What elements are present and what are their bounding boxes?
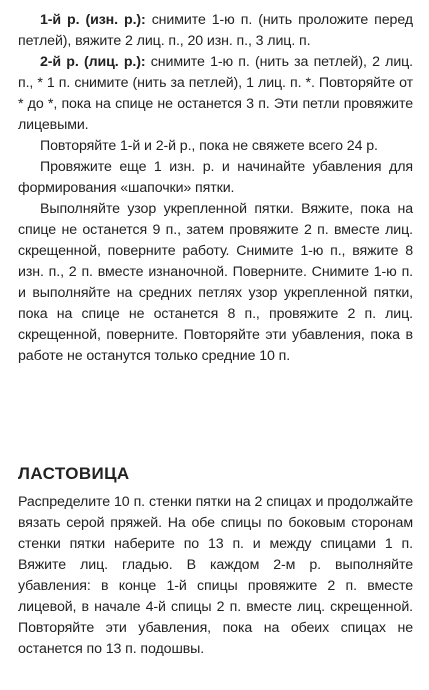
repeat-instruction: Повторяйте 1-й и 2-й р., пока не свяжете всего 24 р. [40, 138, 378, 154]
row-1-label: 1-й р. (изн. р.): [40, 12, 146, 28]
heel-flap-section [18, 10, 413, 367]
row-1-instruction [18, 10, 413, 52]
row-2-instruction [18, 52, 413, 136]
purl-row-instruction: Провяжите еще 1 изн. р. и начинайте убавления для формирования «шапочки» пятки. [18, 159, 413, 196]
row-1-text: снимите 1-ю п. (нить проложите перед петлей), вяжите 2 лиц. п., 20 изн. п., 3 лиц. п. [18, 12, 413, 49]
row-2-text: снимите 1-ю п. (нить за петлей), 2 лиц. п., * 1 п. снимите (нить за петлей), 1 лиц. п. *. Повторяйте от * до *, пока на спице не останется 3 п. Эти петли провяжите лицевыми. [18, 54, 414, 133]
gusset-section [18, 492, 413, 660]
gusset-text: Распределите 10 п. стенки пятки на 2 спицах и продолжайте вязать серой пряжей. На обе спицы по боковым сторонам стенки пятки наберите по 13 п. и между спицами 1 п. Вяжите лиц. гладью. В каждом 2-м р. выполняйте убавления: в конце 1-й спицы провяжите 2 п. вместе лицевой, в начале 4-й спицы 2 п. вместе лиц. скрещенной. Повторяйте эти убавления, пока на обеих спицах не останется по 13 п. подошвы. [18, 494, 413, 657]
heel-cap-instruction: Выполняйте узор укрепленной пятки. Вяжите, пока на спице не останется 9 п., затем провяжите 2 п. вместе лиц. скрещенной, поверните работу. Снимите 1-ю п., вяжите 8 изн. п., 2 п. вместе изнаночной. Поверните. Снимите 1-ю п. и выполняйте на средних петлях узор укрепленной пятки, пока на спице не останется 8 п., провяжите 2 п. лиц. скрещенной, поверните. Повторяйте эти убавления, пока в работе не останутся только средние 10 п. [18, 201, 413, 364]
row-2-label: 2-й р. (лиц. р.): [40, 54, 146, 70]
gusset-heading: ЛАСТОВИЦА [18, 464, 130, 483]
